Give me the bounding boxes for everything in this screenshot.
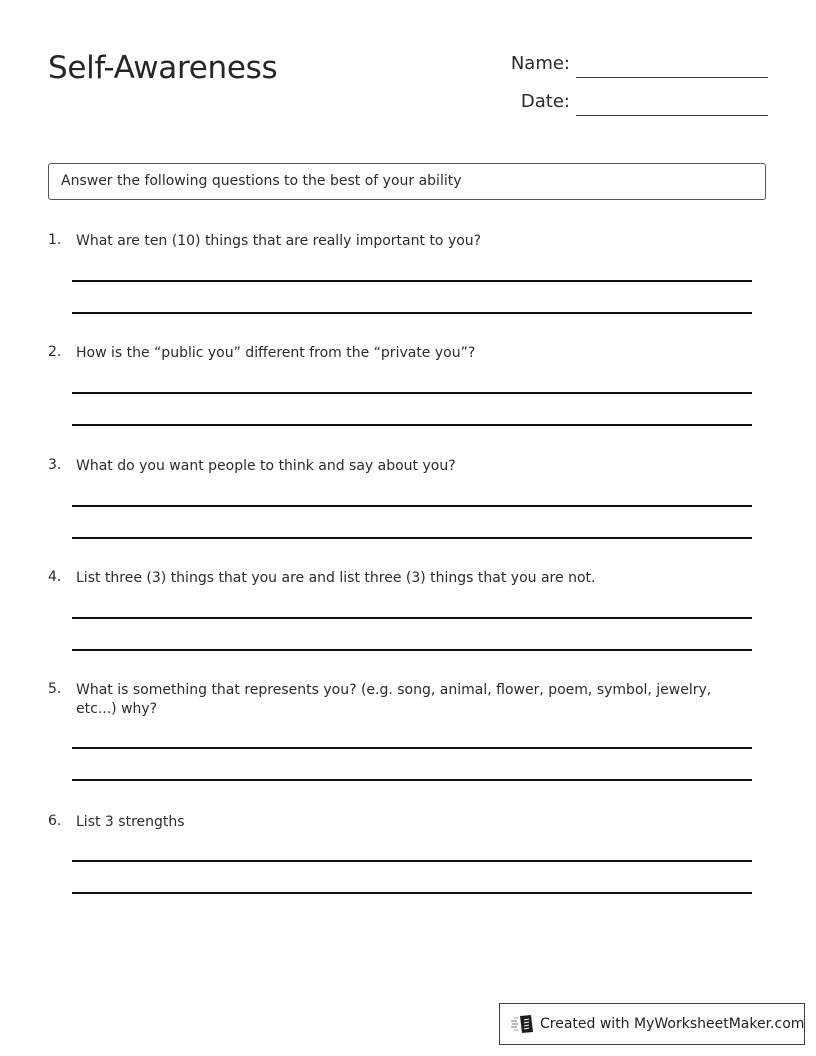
answer-line[interactable] [72,312,752,314]
date-label: Date: [520,91,570,112]
answer-line[interactable] [72,537,752,539]
myworksheetmaker-logo-icon [511,1014,535,1034]
question-text: What is something that represents you? (e.g. song, animal, flower, poem, symbol, jewelry, etc...) why? [76,682,712,717]
name-label: Name: [510,53,570,74]
date-input-line[interactable] [576,115,768,116]
footer-credit-text[interactable]: Created with MyWorksheetMaker.com [540,1016,805,1032]
question-text: What are ten (10) things that are really important to you? [76,233,482,249]
instructions-box [48,163,766,200]
answer-line[interactable] [72,779,752,781]
date-field[interactable] [480,86,768,116]
question-number: 2. [48,344,62,360]
question-text: List three (3) things that you are and list three (3) things that you are not. [76,570,596,586]
name-field[interactable] [480,48,768,78]
question-text: What do you want people to think and say about you? [76,458,456,474]
answer-line[interactable] [72,280,752,282]
answer-line[interactable] [72,860,752,862]
answer-line[interactable] [72,892,752,894]
worksheet-title: Self-Awareness [48,50,278,86]
answer-line[interactable] [72,392,752,394]
answer-line[interactable] [72,747,752,749]
answer-line[interactable] [72,649,752,651]
question-text: List 3 strengths [76,814,185,830]
question-number: 6. [48,813,62,829]
footer-credit-badge[interactable] [499,1003,805,1045]
name-input-line[interactable] [576,77,768,78]
question-number: 4. [48,569,62,585]
question-text: How is the “public you” different from the “private you”? [76,345,476,361]
question-number: 1. [48,232,62,248]
instructions-text: Answer the following questions to the best of your ability [61,173,462,189]
question-number: 5. [48,681,62,697]
answer-line[interactable] [72,424,752,426]
answer-line[interactable] [72,505,752,507]
answer-line[interactable] [72,617,752,619]
question-number: 3. [48,457,62,473]
